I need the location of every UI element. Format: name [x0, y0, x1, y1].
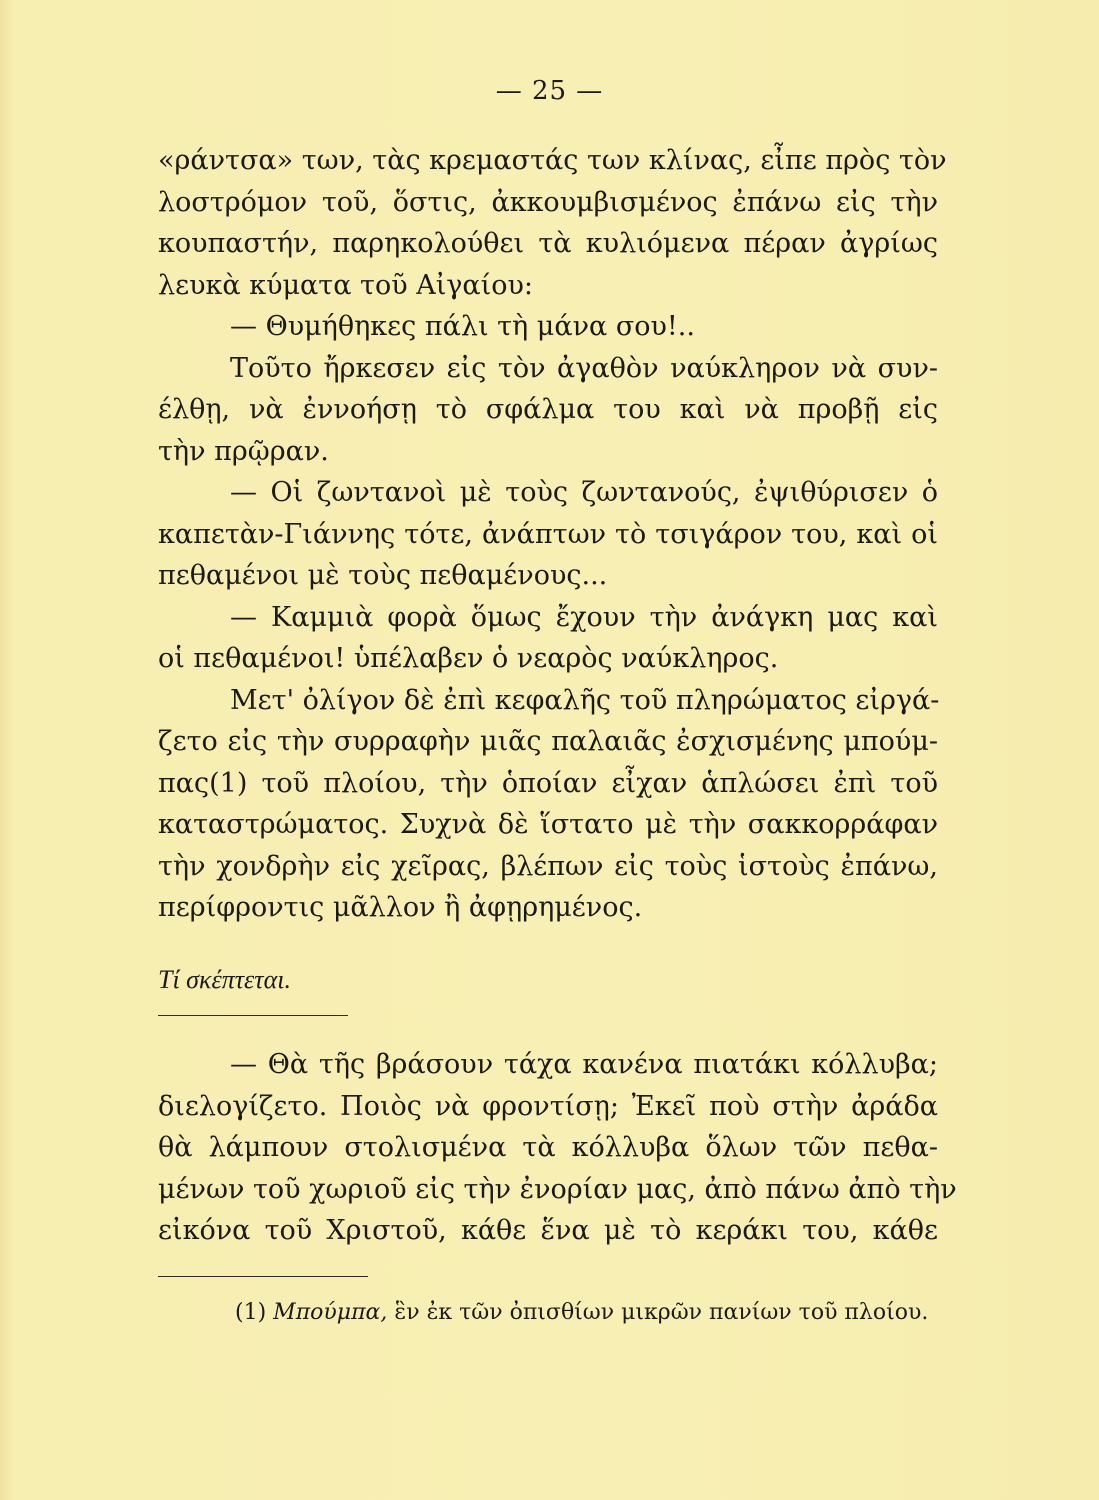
text-line: — Καμμιὰ φορὰ ὅμως ἔχουν τὴν ἀνάγκη μας καὶ [230, 601, 938, 633]
text-line: εἰκόνα τοῦ Χριστοῦ, κάθε ἕνα μὲ τὸ κεράκι του, κάθε [158, 1215, 938, 1246]
text-line: ζετο εἰς τὴν συρραφὴν μιᾶς παλαιᾶς ἐσχισμένης μπούμ- [158, 726, 938, 757]
text-line: καπετὰν-Γιάννης τότε, ἀνάπτων τὸ τσιγάρον του, καὶ οἱ [158, 518, 938, 550]
text-line: λοστρόμον τοῦ, ὅστις, ἀκκουμβισμένος ἐπάνω εἰς τὴν [158, 186, 938, 218]
text-line: κουπαστήν, παρηκολούθει τὰ κυλιόμενα πέραν ἀγρίως [158, 228, 938, 259]
footnote-text: ἓν ἐκ τῶν ὀπισθίων μικρῶν πανίων τοῦ πλοίου. [394, 1300, 929, 1325]
text-line: περίφροντις μᾶλλον ἢ ἀφῃρημένος. [158, 892, 643, 923]
footnote-marker: (1) [209, 767, 248, 799]
text-line: πεθαμένοι μὲ τοὺς πεθαμένους... [158, 560, 608, 591]
body-text-continued [158, 1044, 957, 1252]
text-fragment: τοῦ πλοίου, τὴν ὁποίαν εἶχαν ἁπλώσει ἐπὶ τοῦ [261, 767, 938, 799]
text-line: θὰ λάμπουν στολισμένα τὰ κόλλυβα ὅλων τῶν πεθα- [158, 1132, 938, 1163]
text-line [158, 763, 938, 805]
text-line: οἱ πεθαμένοι! ὑπέλαβεν ὁ νεαρὸς ναύκληρος. [158, 643, 779, 674]
footnote-term: Μπούμπα, [273, 1300, 388, 1325]
text-line: τὴν χονδρὴν εἰς χεῖρας, βλέπων εἰς τοὺς ἱστοὺς ἐπάνω, [158, 850, 938, 882]
footnote [235, 1300, 928, 1325]
text-fragment: πας [158, 767, 210, 799]
section-title-underline [158, 1015, 348, 1016]
text-line: μένων τοῦ χωριοῦ εἰς τὴν ἐνορίαν μας, ἀπὸ πάνω ἀπὸ τὴν [158, 1173, 957, 1205]
text-line: — Οἱ ζωντανοὶ μὲ τοὺς ζωντανούς, ἐψιθύρισεν ὁ [230, 477, 938, 508]
text-line: — Θὰ τῆς βράσουν τάχα κανένα πιατάκι κόλλυβα; [230, 1049, 938, 1080]
section-title: Τί σκέπτεται. [158, 965, 291, 994]
footnote-marker: (1) [235, 1300, 267, 1325]
text-line: καταστρώματος. Συχνὰ δὲ ἵστατο μὲ τὴν σακκορράφαν [158, 809, 938, 840]
text-line: λευκὰ κύματα τοῦ Αἰγαίου: [158, 269, 534, 301]
text-line: — Θυμήθηκες πάλι τὴ μάνα σου!.. [230, 311, 695, 342]
text-line: διελογίζετο. Ποιὸς νὰ φροντίσῃ; Ἐκεῖ ποὺ στὴν ἀράδα [158, 1090, 938, 1122]
text-line: Τοῦτο ἤρκεσεν εἰς τὸν ἀγαθὸν ναύκληρον νὰ συν- [230, 352, 938, 384]
page-number: — 25 — [495, 76, 604, 106]
text-line: τὴν πρῷραν. [158, 435, 329, 467]
footnote-separator [158, 1276, 368, 1277]
text-line: Μετ' ὀλίγον δὲ ἐπὶ κεφαλῆς τοῦ πληρώματος εἰργά- [230, 684, 940, 716]
body-text [158, 140, 947, 929]
text-line: «ράντσα» των, τὰς κρεμαστάς των κλίνας, εἶπε πρὸς τὸν [158, 145, 947, 176]
text-line: έλθῃ, νὰ ἐννοήσῃ τὸ σφάλμα του καὶ νὰ προβῇ εἰς [158, 394, 938, 425]
